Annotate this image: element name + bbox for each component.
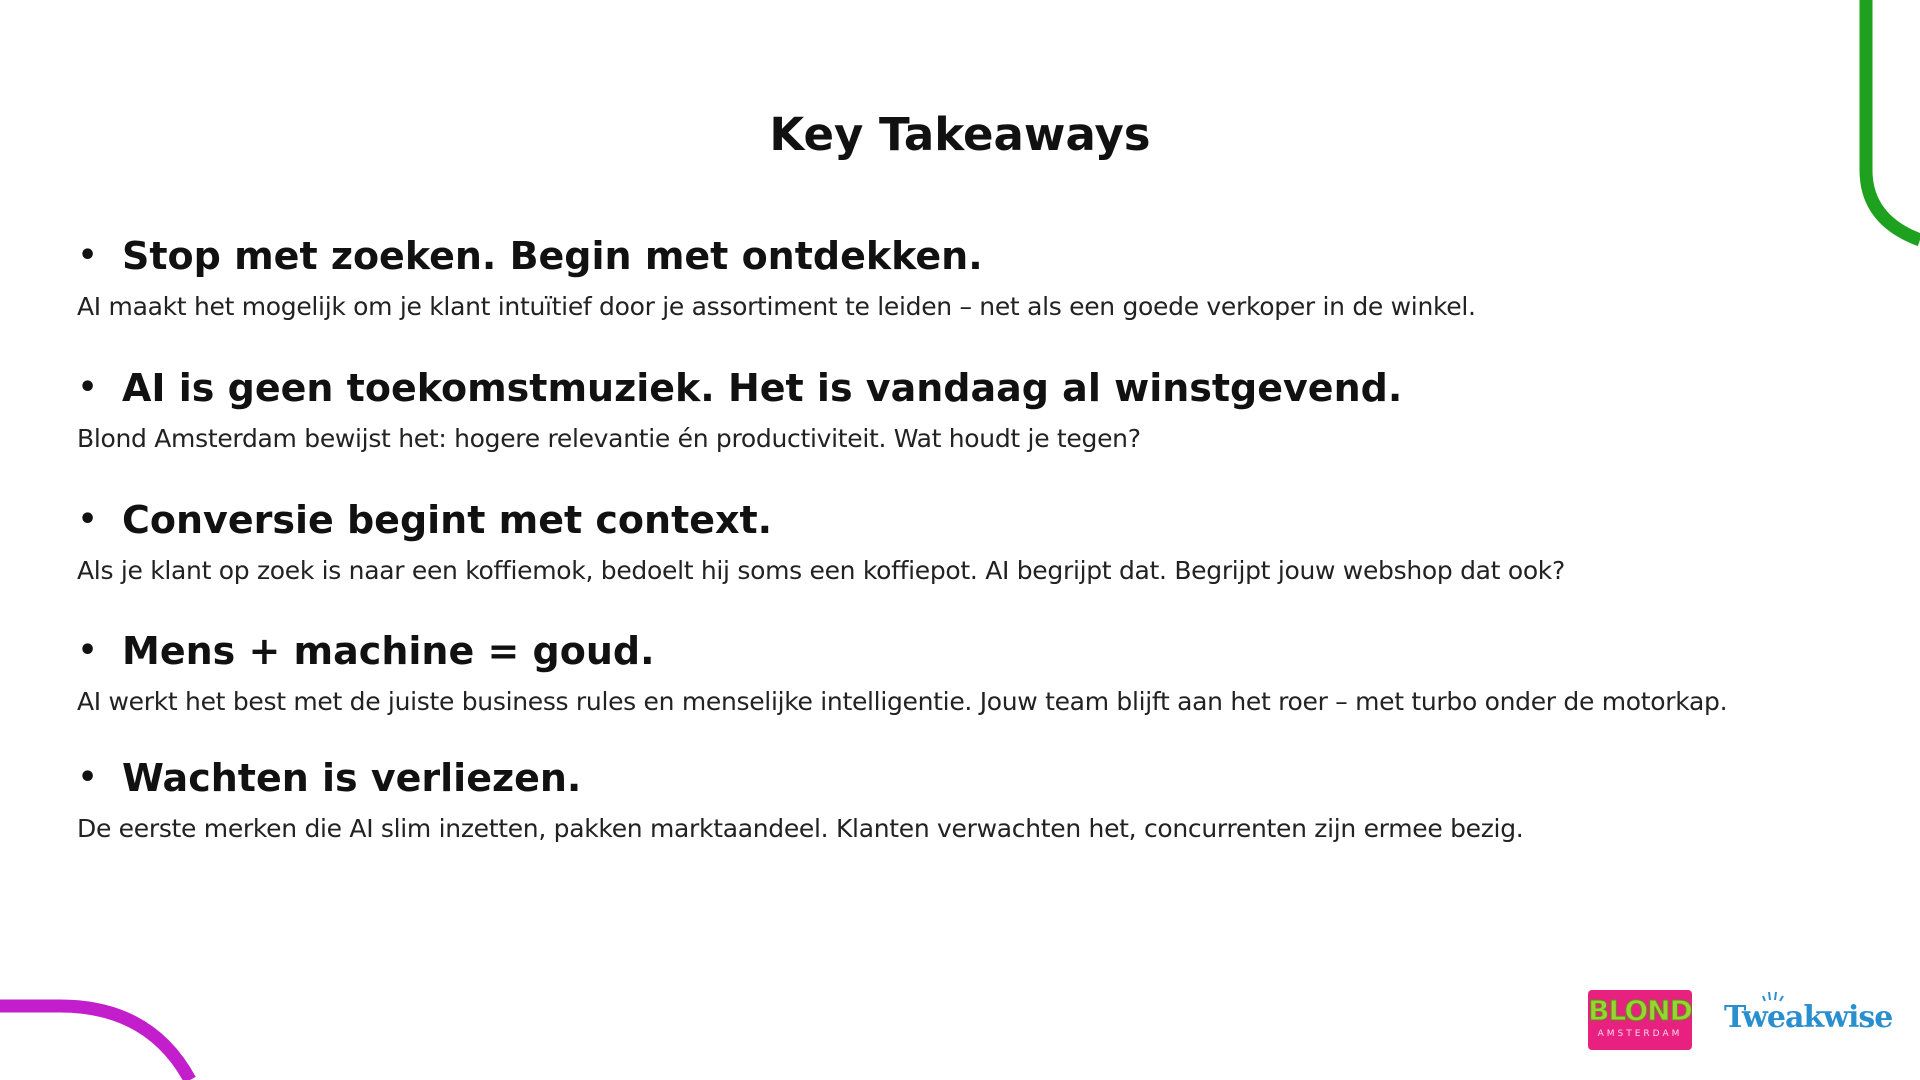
bullet-icon: • (78, 370, 98, 405)
bullet-icon: • (78, 760, 98, 795)
bullet-icon: • (78, 502, 98, 537)
bullet-icon: • (78, 238, 98, 273)
takeaway-heading: AI is geen toekomstmuziek. Het is vandaag al winstgevend. (122, 366, 1403, 410)
takeaway-heading-row (78, 490, 772, 550)
partner-logos (1588, 990, 1893, 1052)
takeaway-description: Blond Amsterdam bewijst het: hogere relevantie én productiviteit. Wat houdt je tegen? (77, 424, 1141, 453)
blond-logo-subline: AMSTERDAM (1597, 1029, 1683, 1039)
magenta-arc-decoration (0, 1006, 190, 1080)
tweakwise-logo: Tweakwise (1724, 1000, 1893, 1035)
blond-amsterdam-logo (1588, 990, 1692, 1050)
takeaway-heading: Mens + machine = goud. (122, 629, 655, 673)
takeaway-heading-row (78, 621, 655, 681)
takeaway-description: AI werkt het best met de juiste business rules en menselijke intelligentie. Jouw team blijft aan het roer – met turbo onder de motorkap. (77, 687, 1728, 716)
bullet-icon: • (78, 633, 98, 668)
takeaway-heading-row (78, 226, 983, 286)
takeaway-description: AI maakt het mogelijk om je klant intuïtief door je assortiment te leiden – net als een goede verkoper in de winkel. (77, 292, 1476, 321)
takeaway-heading-row (78, 748, 581, 808)
takeaway-heading: Wachten is verliezen. (122, 756, 582, 800)
slide-title: Key Takeaways (769, 108, 1151, 161)
takeaway-description: Als je klant op zoek is naar een koffiemok, bedoelt hij soms een koffiepot. AI begrijpt dat. Begrijpt jouw webshop dat ook? (77, 556, 1565, 585)
takeaway-heading: Stop met zoeken. Begin met ontdekken. (122, 234, 983, 278)
takeaway-heading: Conversie begint met context. (122, 498, 773, 542)
takeaway-heading-row (78, 358, 1402, 418)
takeaway-description: De eerste merken die AI slim inzetten, pakken marktaandeel. Klanten verwachten het, concurrenten zijn ermee bezig. (77, 814, 1524, 843)
blond-logo-word: BLOND (1588, 994, 1692, 1027)
